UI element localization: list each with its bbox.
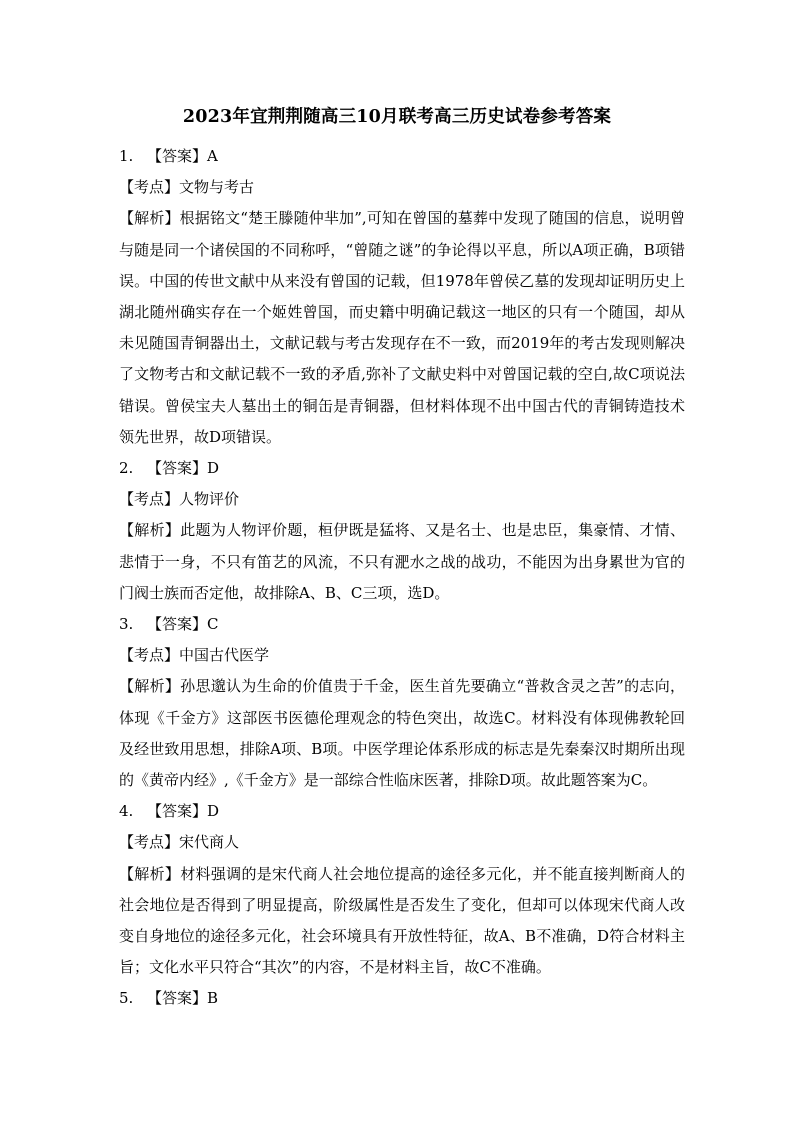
question-4-answer-line bbox=[119, 796, 685, 827]
question-number: 1. bbox=[119, 147, 134, 165]
question-number: 3. bbox=[119, 615, 134, 634]
question-4-topic: 【考点】宋代商人 bbox=[119, 833, 240, 852]
question-2-topic: 【考点】人物评价 bbox=[119, 490, 240, 509]
answer-text: 【答案】D bbox=[147, 802, 220, 821]
question-2-analysis: 【解析】此题为人物评价题，桓伊既是猛将、又是名士、也是忠臣，集豪情、才情、悲情于一身，不只有笛艺的风流，不只有淝水之战的战功，不能因为出身累世为官的门阀士族而否定他，故排除A、B、C三项，选D。 bbox=[119, 521, 685, 602]
question-1-analysis: 【解析】根据铭文“楚王滕随仲芈加”,可知在曾国的墓葬中发现了随国的信息，说明曾与随是同一个诸侯国的不同称呼，“曾随之谜”的争论得以平息，所以A项正确，B项错误。中国的传世文献中从来没有曾国的记载，但1978年曾侯乙墓的发现却证明历史上湖北随州确实存在一个姬姓曾国，而史籍中明确记载这一地区的只有一个随国，却从未见随国青铜器出土，文献记载与考古发现存在不一致，而2019年的考古发现则解决了文物考古和文献记载不一致的矛盾,弥补了文献史料中对曾国记载的空白,故C项说法错误。曾侯宝夫人墓出土的铜缶是青铜器，但材料体现不出中国古代的青铜铸造技术领先世界，故D项错误。 bbox=[119, 209, 685, 446]
question-3-analysis: 【解析】孙思邈认为生命的价值贵于千金，医生首先要确立“普救含灵之苦”的志向，体现《千金方》这部医书医德伦理观念的特色突出，故选C。材料没有体现佛教轮回及经世致用思想，排除A项、B项。中医学理论体系形成的标志是先秦秦汉时期所出现的《黄帝内经》,《千金方》是一部综合性临床医著，排除D项。故此题答案为C。 bbox=[119, 677, 685, 790]
question-2-answer-line bbox=[119, 453, 685, 484]
question-3-topic: 【考点】中国古代医学 bbox=[119, 646, 270, 665]
question-number: 5. bbox=[119, 989, 134, 1008]
answer-text: 【答案】B bbox=[147, 989, 219, 1008]
answer-text: 【答案】C bbox=[147, 615, 219, 634]
question-4-analysis: 【解析】材料强调的是宋代商人社会地位提高的途径多元化，并不能直接判断商人的社会地位是否得到了明显提高，阶级属性是否发生了变化，但却可以体现宋代商人改变自身地位的途径多元化，社会环境具有开放性特征，故A、B不准确，D符合材料主旨；文化水平只符合“其次”的内容，不是材料主旨，故C不准确。 bbox=[119, 864, 685, 977]
question-3-answer-line bbox=[119, 609, 685, 640]
page-title: 2023年宜荆荆随高三10月联考高三历史试卷参考答案 bbox=[182, 107, 612, 127]
question-number: 4. bbox=[119, 802, 134, 821]
answer-list bbox=[119, 141, 685, 1015]
question-number: 2. bbox=[119, 459, 134, 478]
answer-text: 【答案】D bbox=[147, 459, 220, 478]
question-1-answer-line bbox=[119, 141, 685, 172]
question-5-answer-line bbox=[119, 983, 685, 1014]
question-1-topic: 【考点】文物与考古 bbox=[119, 178, 255, 197]
answer-text: 【答案】A bbox=[147, 147, 218, 165]
